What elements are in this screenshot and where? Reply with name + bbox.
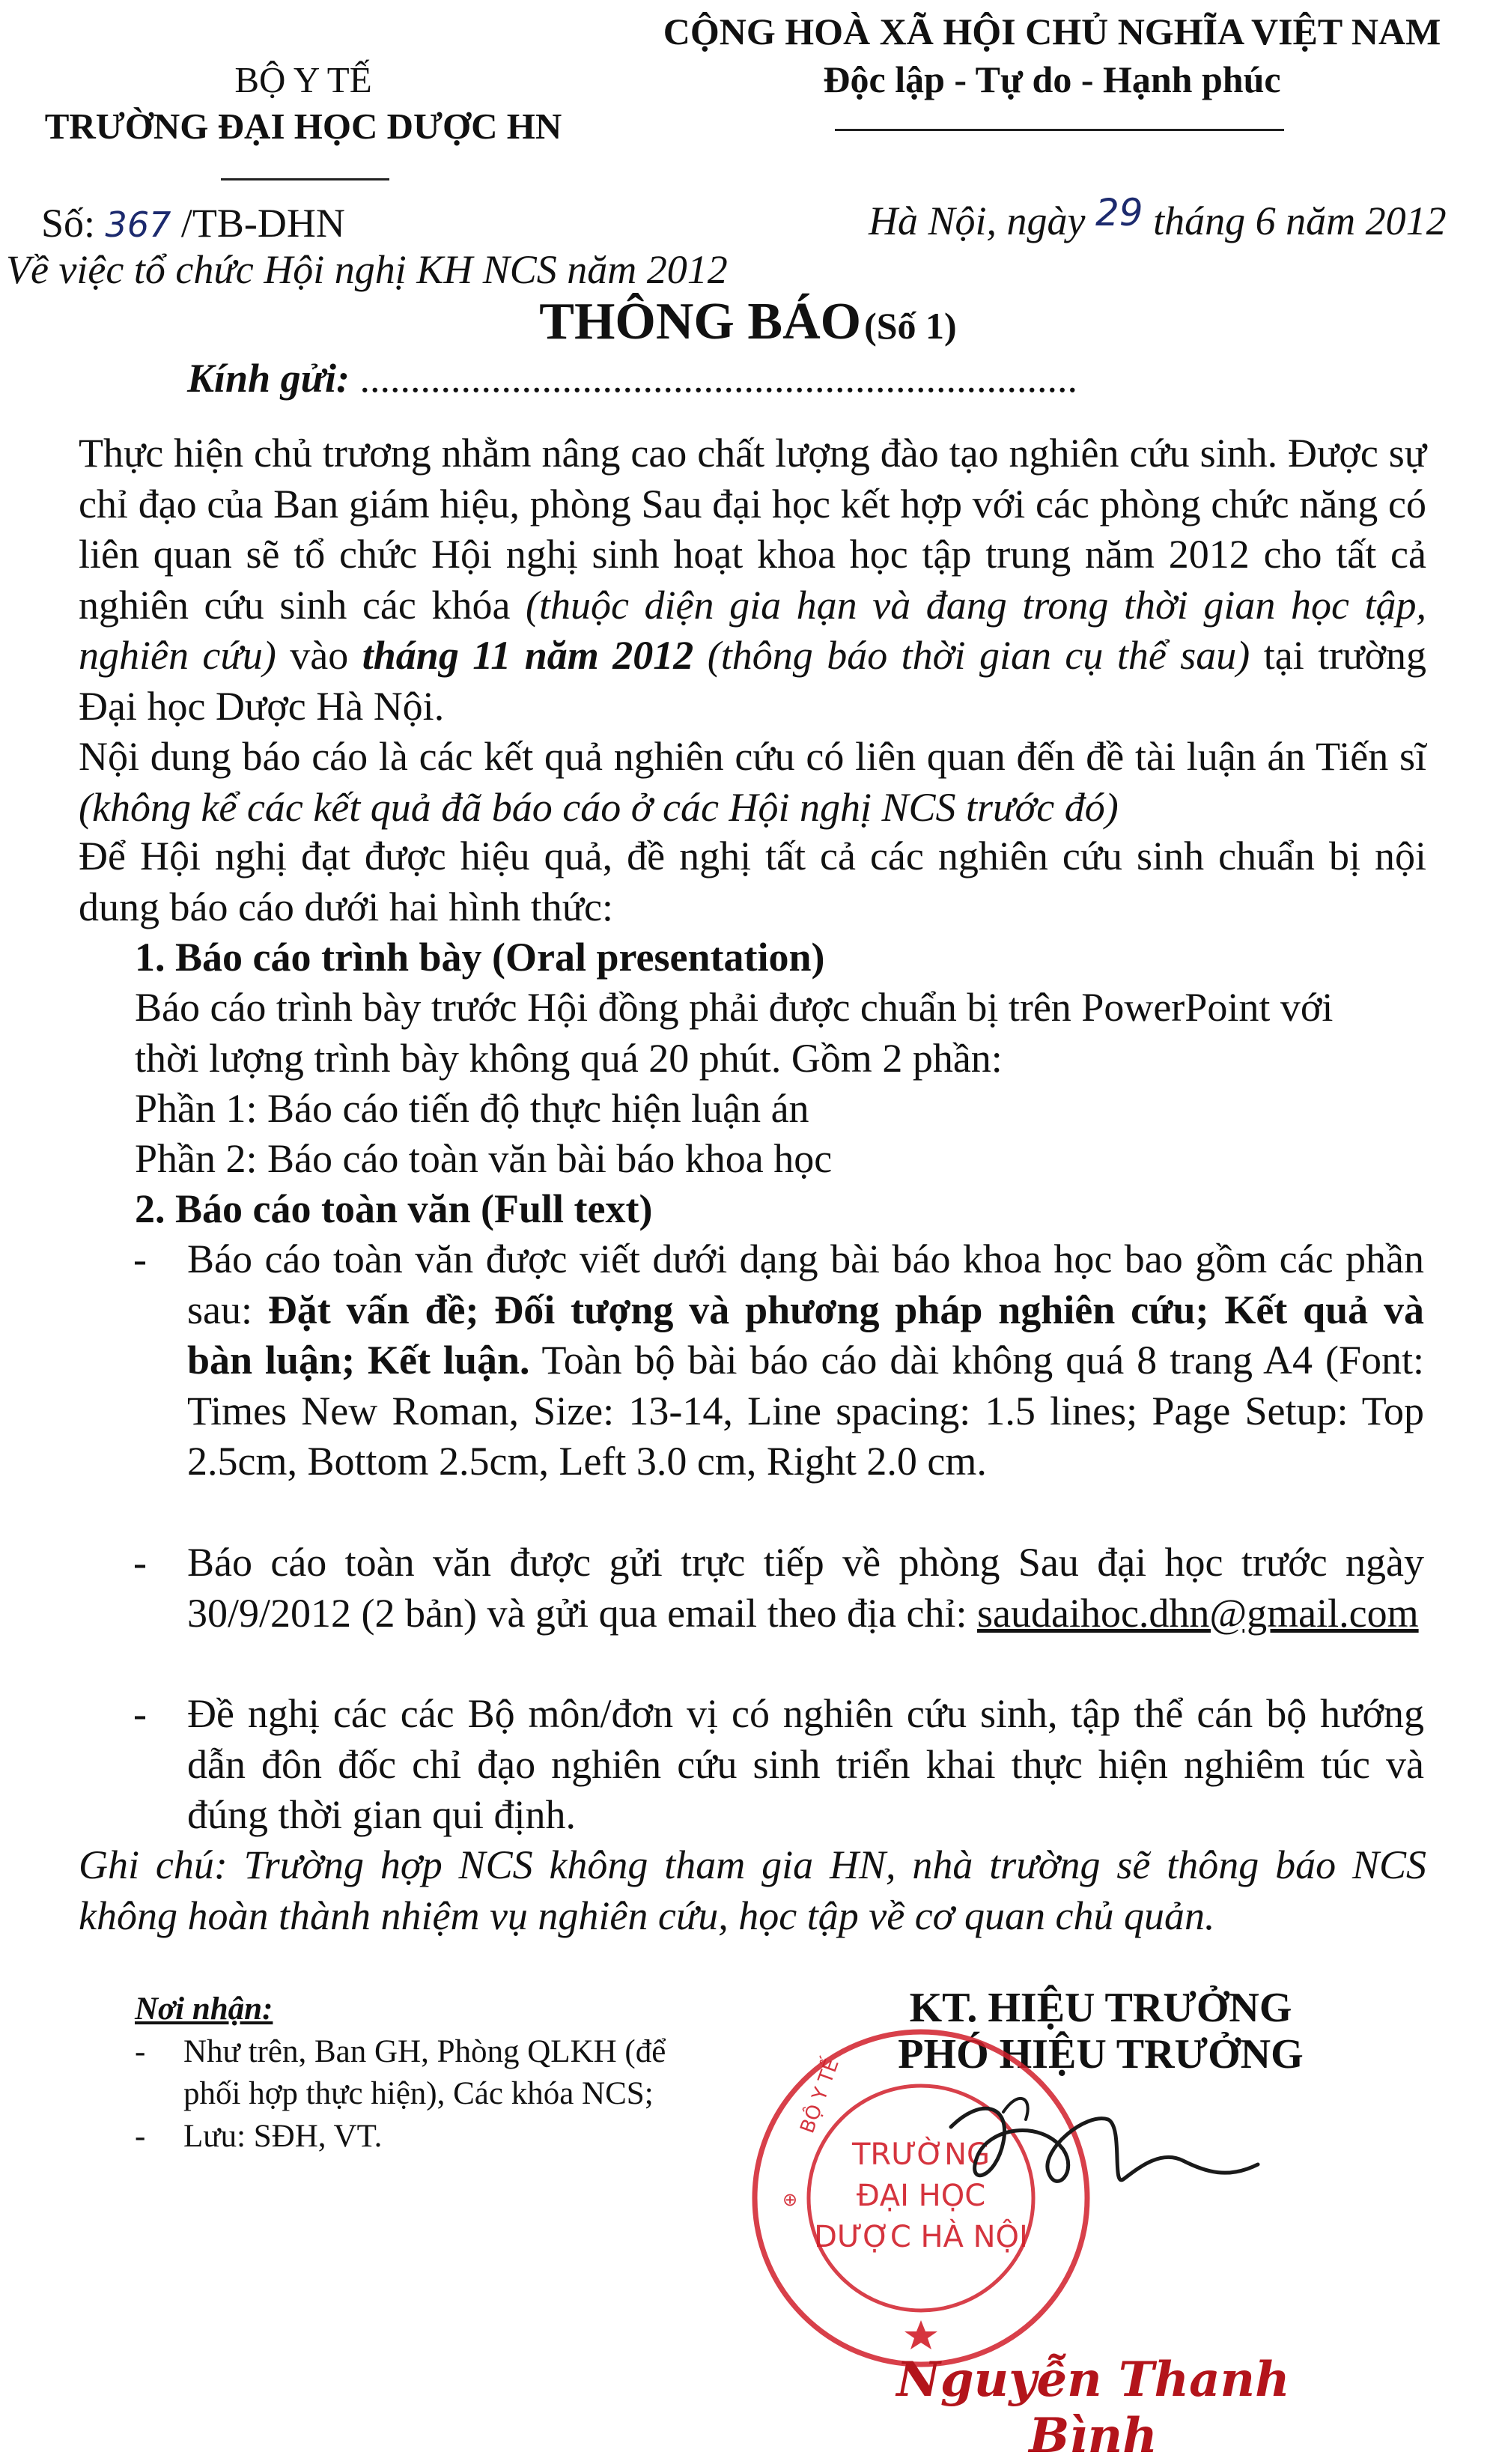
stamp-ring-text: BỘ Y TẾ: [796, 2056, 844, 2137]
stamp-line-1: TRƯỜNG: [852, 2137, 990, 2172]
bullet-dash-1: -: [133, 1236, 147, 1281]
doc-number-suffix: /TB-DHN: [180, 201, 345, 246]
p1-text-b: (thuộc diện gia hạn và đang trong thời gian học tập, nghiên cứu): [79, 582, 1426, 678]
nation-motto: Độc lập - Tự do - Hạnh phúc: [823, 58, 1281, 100]
doc-number: [41, 198, 345, 250]
bullet-1: [187, 1234, 1424, 1487]
issue-date-suffix: tháng 6 năm 2012: [1153, 198, 1447, 243]
note: Ghi chú: Trường hợp NCS không tham gia HN, nhà trường sẽ thông báo NCS không hoàn thành nhiệm vụ nghiên cứu, học tập về cơ quan chủ quản.: [79, 1842, 1426, 1938]
issue-date-prefix: Hà Nội, ngày: [869, 198, 1086, 243]
section-1-text: Báo cáo trình bày trước Hội đồng phải được chuẩn bị trên PowerPoint với thời lượng trình bày không quá 20 phút. Gồm 2 phần:: [135, 985, 1334, 1081]
recipients-item-1: Như trên, Ban GH, Phòng QLKH (để phối hợp thực hiện), Các khóa NCS;: [183, 2034, 666, 2111]
salutation-blank: .......................................................................: [359, 356, 1077, 401]
recipients-dash-2: -: [135, 2119, 146, 2154]
paragraph-2: [79, 732, 1426, 833]
p1-text-d: tháng 11 năm 2012: [362, 633, 694, 678]
recipients-item-2: Lưu: SĐH, VT.: [183, 2119, 383, 2154]
p1-text-c: vào: [276, 633, 362, 678]
p1-text-f: (thông báo thời gian cụ thể sau): [707, 633, 1250, 678]
paragraph-1: [79, 428, 1426, 732]
recipients-label: Nơi nhận:: [135, 1991, 273, 2027]
bullet-1-text-b: Đặt vấn đề; Đối tượng và phương pháp nghiên cứu; Kết quả và bàn luận; Kết luận.: [187, 1287, 1424, 1383]
stamp-star-icon: [904, 2320, 937, 2349]
p1-text-g: tại trường Đại học Dược Hà Nội.: [79, 633, 1427, 729]
bullet-dash-2: -: [133, 1540, 147, 1585]
ministry-name: BỘ Y TẾ: [234, 59, 372, 100]
recipients-dash-1: -: [135, 2034, 146, 2069]
email-link[interactable]: saudaihoc.dhn@gmail.com: [977, 1590, 1419, 1636]
section-1-part-1: Phần 1: Báo cáo tiến độ thực hiện luận án: [135, 1086, 809, 1131]
section-1-part-2: Phần 2: Báo cáo toàn văn bài báo khoa học: [135, 1136, 833, 1181]
issue-date-day: 29: [1095, 191, 1143, 234]
stamp-line-3: DƯỢC HÀ NỘI: [814, 2220, 1028, 2254]
header-left-rule: [221, 178, 389, 180]
stamp-left-mark-icon: ⊕: [782, 2189, 798, 2210]
title-sub: (Số 1): [864, 305, 957, 347]
subject-line: Về việc tổ chức Hội nghị KH NCS năm 2012: [6, 247, 728, 292]
p1-text-e: [693, 633, 707, 678]
header-right-rule: [835, 129, 1284, 131]
p2-text-b: (không kể các kết quả đã báo cáo ở các Hội nghị NCS trước đó): [79, 784, 1119, 830]
title-main: THÔNG BÁO: [539, 293, 862, 351]
p1-text-a: Thực hiện chủ trương nhằm nâng cao chất lượng đào tạo nghiên cứu sinh. Được sự chỉ đạo của Ban giám hiệu, phòng Sau đại học kết hợp với các phòng chức năng có liên quan sẽ tổ chức Hội nghị sinh hoạt khoa học tập trung năm 2012 cho tất cả nghiên cứu sinh các khóa: [79, 431, 1426, 628]
signature-title-2: PHÓ HIỆU TRƯỞNG: [898, 2031, 1304, 2078]
signature-title-1: KT. HIỆU TRƯỞNG: [909, 1985, 1292, 2031]
paragraph-3: Để Hội nghị đạt được hiệu quả, đề nghị tất cả các nghiên cứu sinh chuẩn bị nội dung báo cáo dưới hai hình thức:: [79, 834, 1426, 929]
bullet-2: [187, 1538, 1424, 1639]
salutation-label: Kính gửi:: [187, 356, 350, 401]
p2-text-a: Nội dung báo cáo là các kết quả nghiên cứu có liên quan đến đề tài luận án Tiến sĩ: [79, 734, 1426, 779]
bullet-1-text-a: Báo cáo toàn văn được viết dưới dạng bài báo khoa học bao gồm các phần sau:: [187, 1236, 1424, 1332]
nation-name: CỘNG HOÀ XÃ HỘI CHỦ NGHĨA VIỆT NAM: [663, 10, 1441, 52]
signature-graphic: [936, 2067, 1280, 2232]
issue-date: [869, 191, 1447, 247]
section-1-heading: 1. Báo cáo trình bày (Oral presentation): [135, 935, 825, 980]
signer-name: Nguyễn Thanh Bình: [896, 2352, 1290, 2464]
bullet-1-text-c: Toàn bộ bài báo cáo dài không quá 8 trang A4 (Font: Times New Roman, Size: 13-14, Line spacing: 1.5 lines; Page Setup: Top 2.5cm, Bottom 2.5cm, Left 3.0 cm, Right 2.0 cm.: [187, 1338, 1425, 1484]
handwritten-signature: [936, 2067, 1280, 2232]
document-title: [0, 292, 1496, 352]
stamp-line-2: ĐẠI HỌC: [856, 2179, 986, 2213]
doc-number-value: 367: [105, 204, 171, 245]
salutation: [187, 353, 1077, 404]
doc-number-prefix: Số:: [41, 201, 96, 246]
bullet-2-text-a: Báo cáo toàn văn được gửi trực tiếp về phòng Sau đại học trước ngày 30/9/2012 (2 bản) và gửi qua email theo địa chỉ:: [187, 1540, 1424, 1636]
section-2-heading: 2. Báo cáo toàn văn (Full text): [135, 1186, 653, 1231]
bullet-3: Đề nghị các các Bộ môn/đơn vị có nghiên cứu sinh, tập thể cán bộ hướng dẫn đôn đốc chỉ đạo nghiên cứu sinh triển khai thực hiện nghiêm túc và đúng thời gian qui định.: [187, 1691, 1424, 1837]
bullet-dash-3: -: [133, 1691, 147, 1736]
school-name: TRƯỜNG ĐẠI HỌC DƯỢC HN: [44, 106, 562, 147]
